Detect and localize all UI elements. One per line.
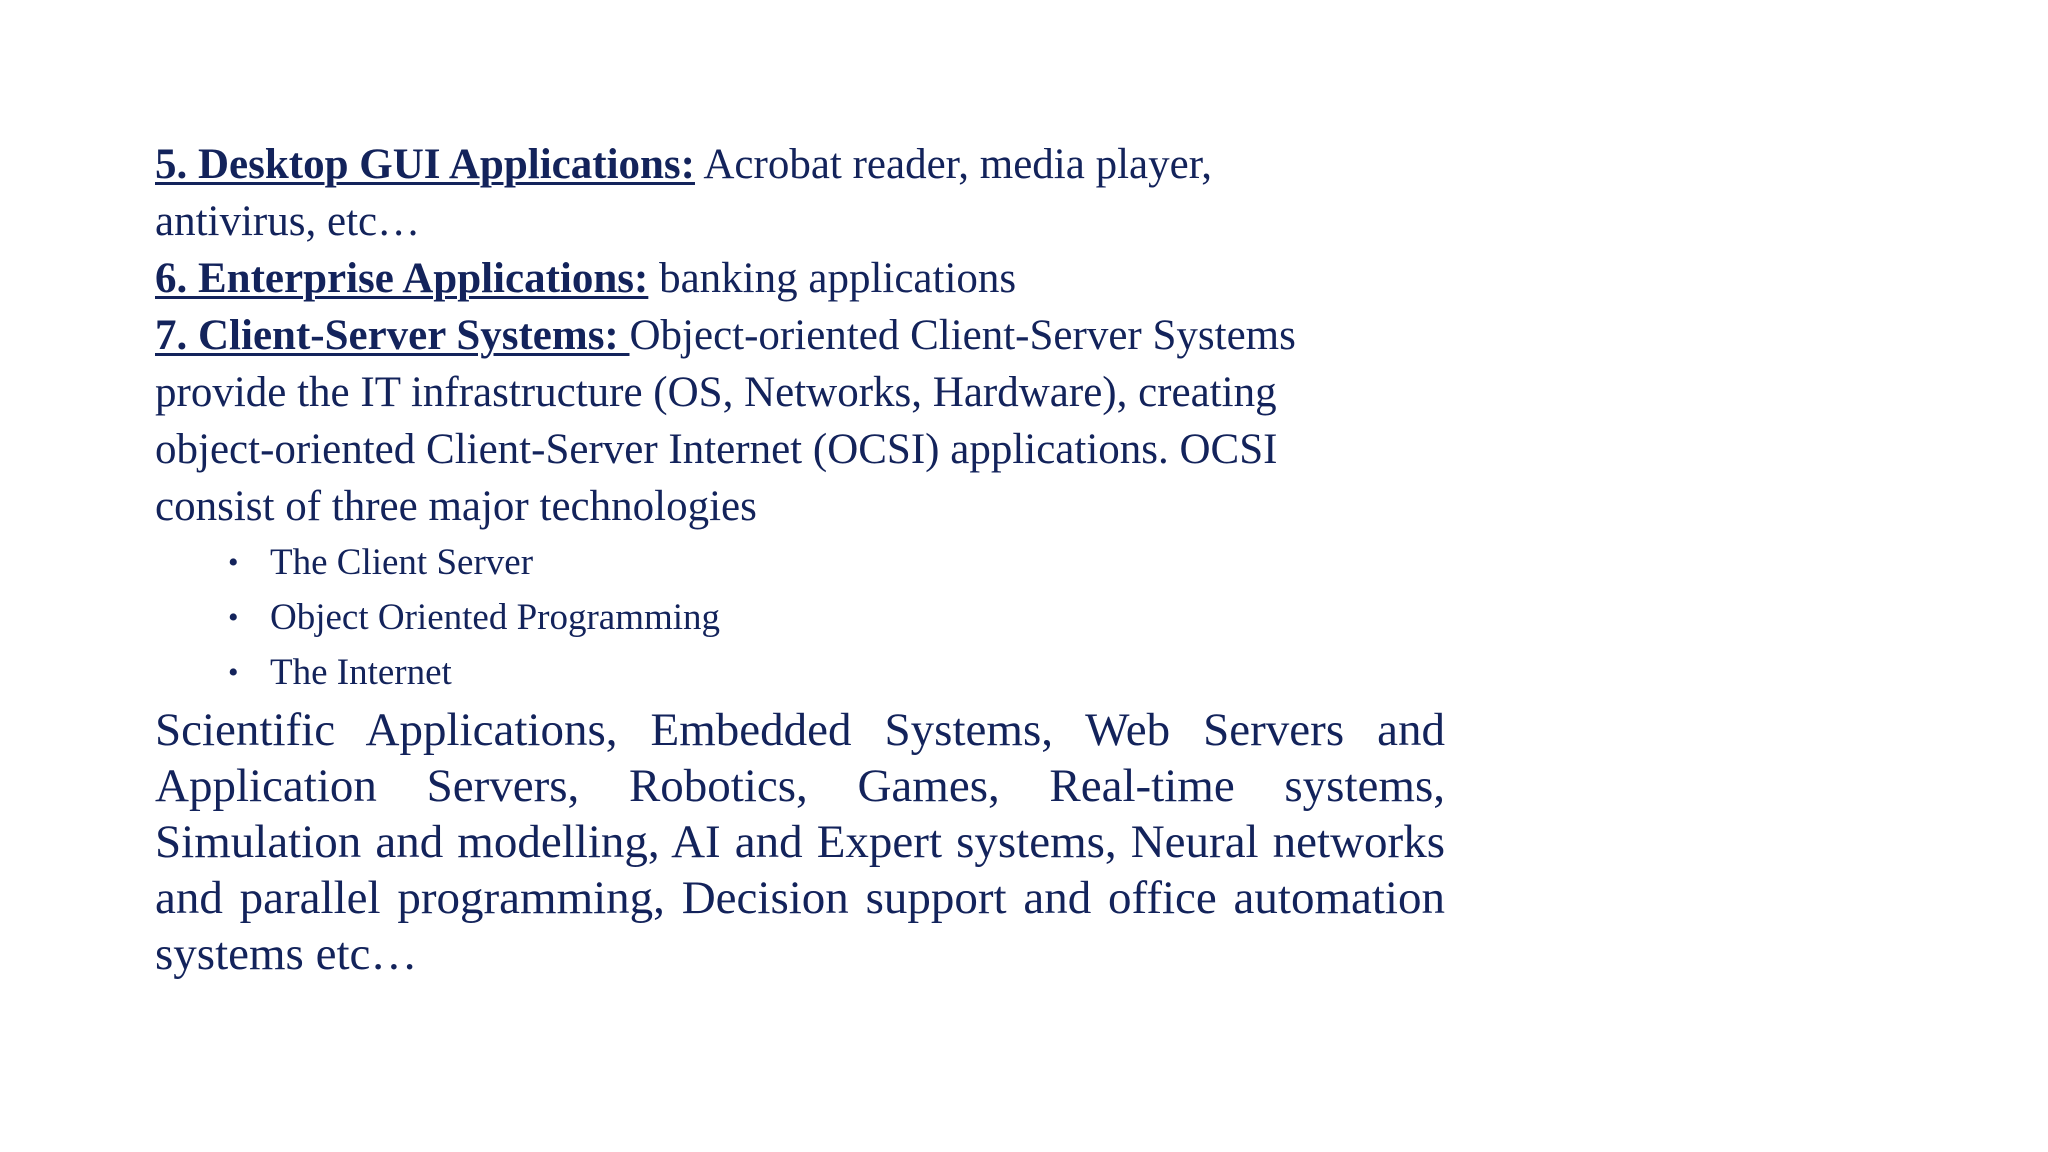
section-client-server-line-4: consist of three major technologies	[155, 483, 757, 530]
bullet-dot-icon: •	[228, 656, 239, 689]
slide-content	[155, 136, 1445, 982]
bullet-item	[228, 590, 1445, 645]
bullet-label: The Internet	[270, 652, 452, 693]
section-client-server-text: Object-oriented Client-Server Systems	[629, 312, 1296, 359]
section-enterprise-line	[155, 250, 1445, 307]
bullet-label: Object Oriented Programming	[270, 597, 721, 638]
section-enterprise-heading: 6. Enterprise Applications:	[155, 255, 649, 302]
section-desktop-gui-heading: 5. Desktop GUI Applications:	[155, 141, 695, 188]
section-desktop-gui-line-2: antivirus, etc…	[155, 198, 421, 245]
bullet-label: The Client Server	[270, 542, 534, 583]
section-client-server-line-2: provide the IT infrastructure (OS, Networks, Hardware), creating	[155, 369, 1277, 416]
section-client-server-line-3: object-oriented Client-Server Internet (OCSI) applications. OCSI	[155, 426, 1278, 473]
bullet-item	[228, 645, 1445, 700]
section-desktop-gui-text: Acrobat reader, media player,	[694, 141, 1213, 188]
section-client-server-heading: 7. Client-Server Systems:	[155, 312, 630, 359]
bullet-item	[228, 535, 1445, 590]
section-desktop-gui-line-1	[155, 136, 1445, 193]
technology-bullet-list	[155, 535, 1445, 700]
section-enterprise-text: banking applications	[648, 255, 1017, 302]
section-client-server-line-1	[155, 307, 1445, 364]
bullet-dot-icon: •	[228, 546, 239, 579]
closing-paragraph: Scientific Applications, Embedded Systems, Web Servers and Application Servers, Robotics, Games, Real-time systems, Simulation and modelling, AI and Expert systems, Neural networks and parallel programming, Decision support and office automation systems etc…	[155, 704, 1445, 980]
bullet-dot-icon: •	[228, 601, 239, 634]
